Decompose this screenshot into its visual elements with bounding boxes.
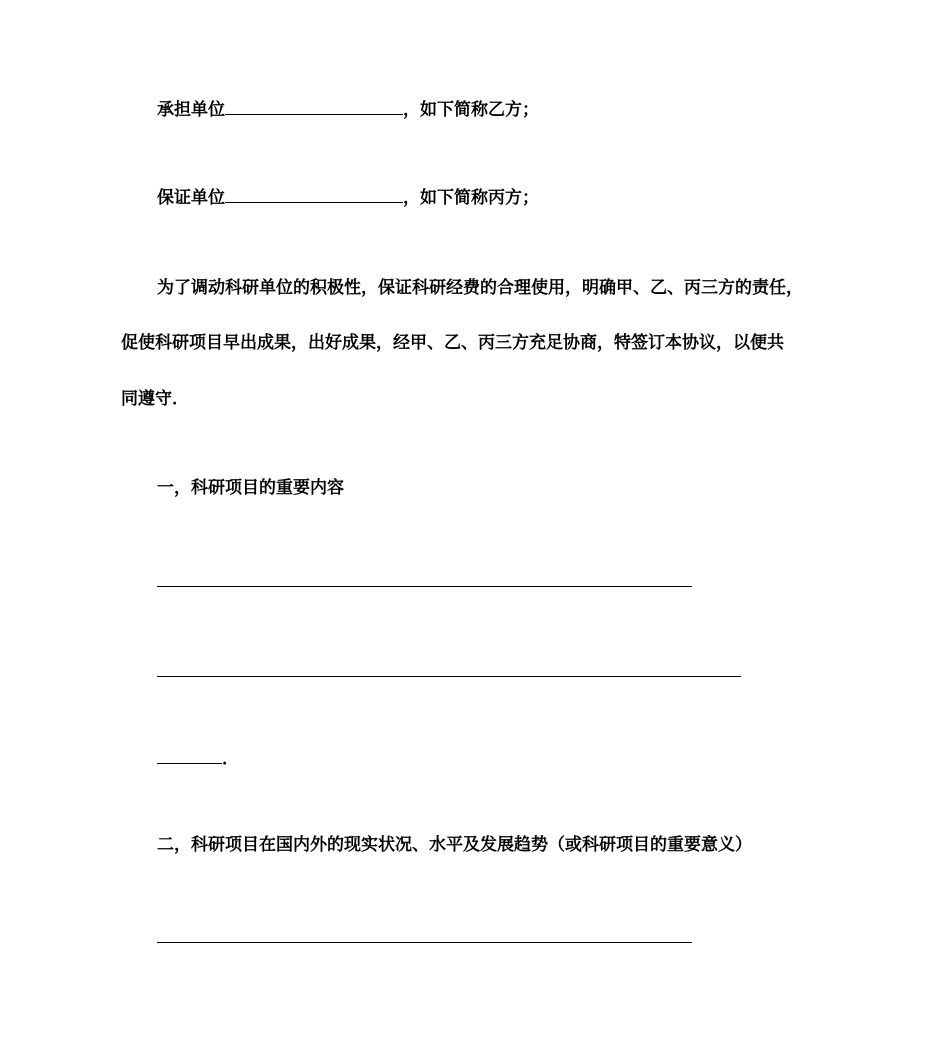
party-c-line [157,187,539,209]
party-b-blank[interactable] [225,100,403,115]
section-1-blank-line-1[interactable] [157,586,692,587]
party-c-suffix: ，如下简称丙方； [403,188,539,208]
section-2-heading: 二，科研项目在国内外的现实状况、水平及发展趋势（或科研项目的重要意义） [157,835,752,855]
section-1-blank-line-2[interactable] [157,676,741,677]
preamble-line-3: 同遵守． [121,389,189,409]
section-1-end-mark: ． [222,749,239,769]
section-1-blank-line-3 [157,748,239,770]
section-1-short-blank[interactable] [157,749,222,764]
party-c-label: 保证单位 [157,188,225,208]
party-b-line [157,99,539,121]
preamble-line-2: 促使科研项目早出成果，出好成果，经甲、乙、丙三方充足协商，特签订本协议，以便共 [121,333,784,353]
section-1-heading: 一，科研项目的重要内容 [157,478,344,498]
party-c-blank[interactable] [225,188,403,203]
party-b-label: 承担单位 [157,100,225,120]
section-2-blank-line-1[interactable] [157,942,692,943]
party-b-suffix: ，如下简称乙方； [403,100,539,120]
preamble-line-1: 为了调动科研单位的积极性，保证科研经费的合理使用，明确甲、乙、丙三方的责任， [157,278,803,298]
